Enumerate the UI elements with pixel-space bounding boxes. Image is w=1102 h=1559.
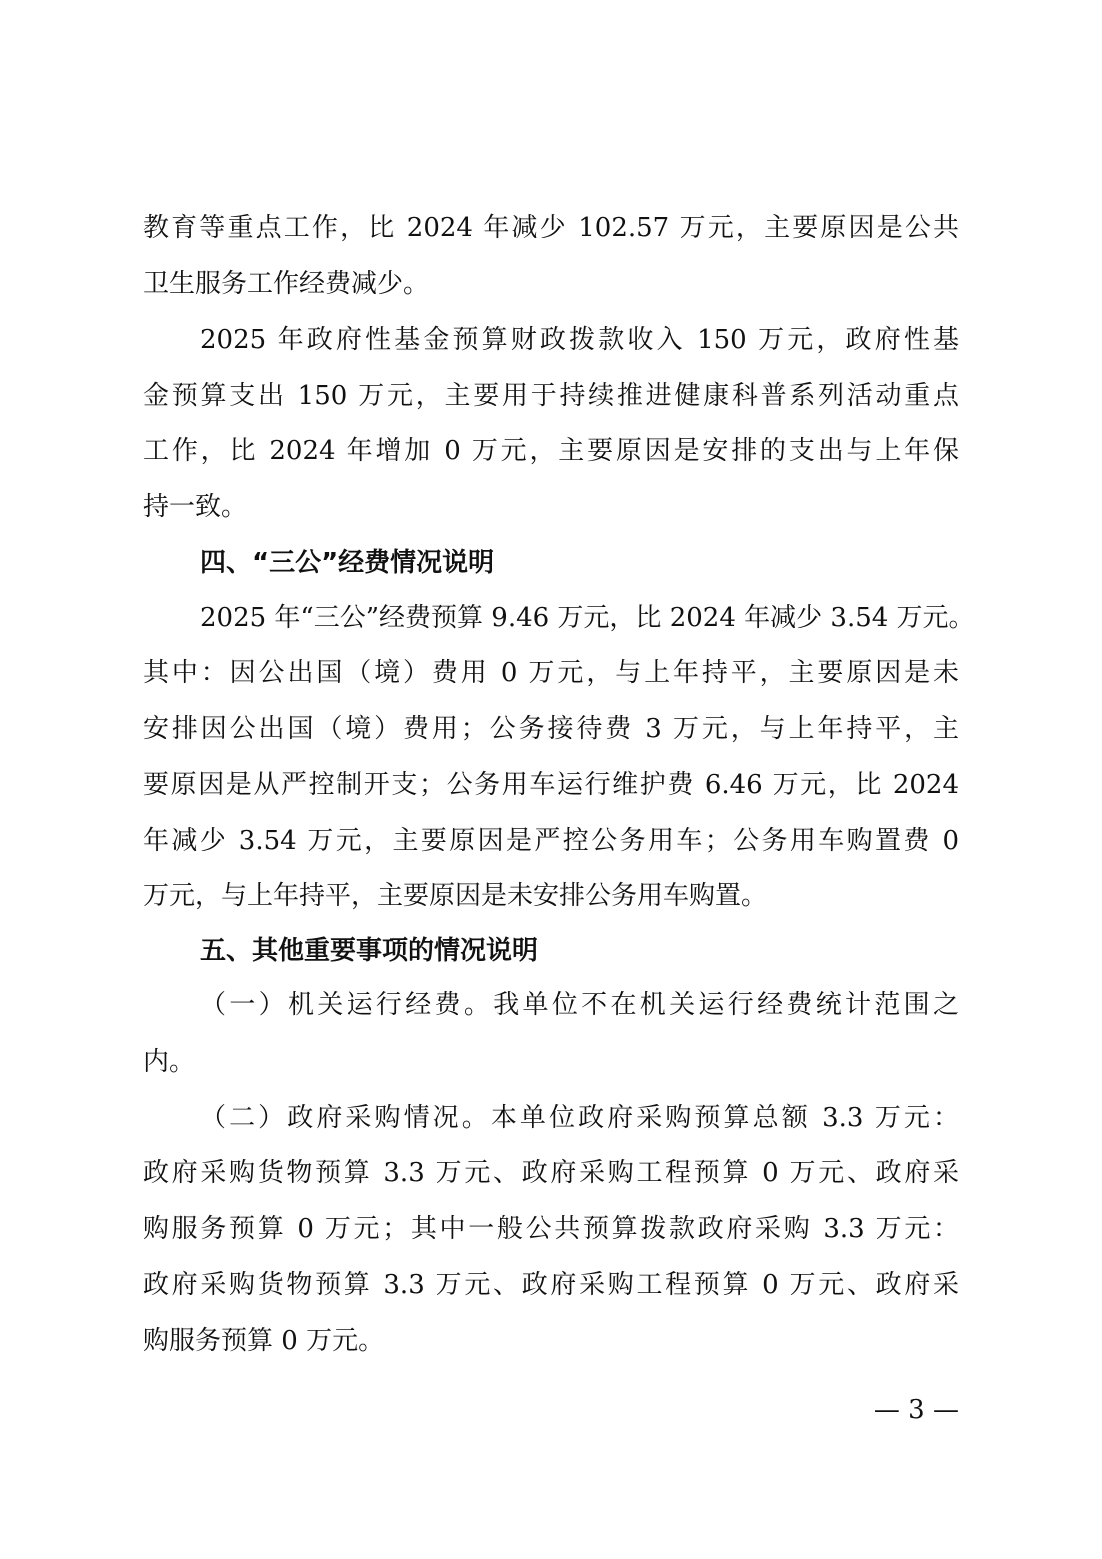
text-line: 工作，比 2024 年增加 0 万元，主要原因是安排的支出与上年保: [143, 436, 959, 466]
text-line: 2025 年“三公”经费预算 9.46 万元，比 2024 年减少 3.54 万元。: [200, 603, 975, 633]
text-line: 安排因公出国（境）费用；公务接待费 3 万元，与上年持平，主: [143, 714, 959, 744]
text-line: 政府采购货物预算 3.3 万元、政府采购工程预算 0 万元、政府采: [143, 1270, 959, 1300]
text-line: 持一致。: [143, 492, 248, 522]
text-line: 购服务预算 0 万元。: [143, 1326, 385, 1356]
text-line: 2025 年政府性基金预算财政拨款收入 150 万元，政府性基: [200, 325, 959, 355]
text-line: 万元，与上年持平，主要原因是未安排公务用车购置。: [143, 881, 768, 911]
section-heading: 四、“三公”经费情况说明: [200, 548, 495, 578]
text-line: （二）政府采购情况。本单位政府采购预算总额 3.3 万元：: [200, 1103, 959, 1133]
text-line: 内。: [143, 1047, 196, 1077]
page-number: — 3 —: [873, 1395, 959, 1425]
text-line: 要原因是从严控制开支；公务用车运行维护费 6.46 万元，比 2024: [143, 770, 959, 800]
text-line: 年减少 3.54 万元，主要原因是严控公务用车；公务用车购置费 0: [143, 826, 959, 856]
text-line: 卫生服务工作经费减少。: [143, 269, 430, 299]
text-line: 教育等重点工作，比 2024 年减少 102.57 万元，主要原因是公共: [143, 213, 959, 243]
text-line: 其中：因公出国（境）费用 0 万元，与上年持平，主要原因是未: [143, 658, 959, 688]
text-line: （一）机关运行经费。我单位不在机关运行经费统计范围之: [200, 990, 959, 1020]
text-line: 购服务预算 0 万元；其中一般公共预算拨款政府采购 3.3 万元：: [143, 1214, 959, 1244]
text-line: 金预算支出 150 万元，主要用于持续推进健康科普系列活动重点: [143, 381, 959, 411]
text-line: 政府采购货物预算 3.3 万元、政府采购工程预算 0 万元、政府采: [143, 1158, 959, 1188]
section-heading: 五、其他重要事项的情况说明: [200, 936, 539, 966]
